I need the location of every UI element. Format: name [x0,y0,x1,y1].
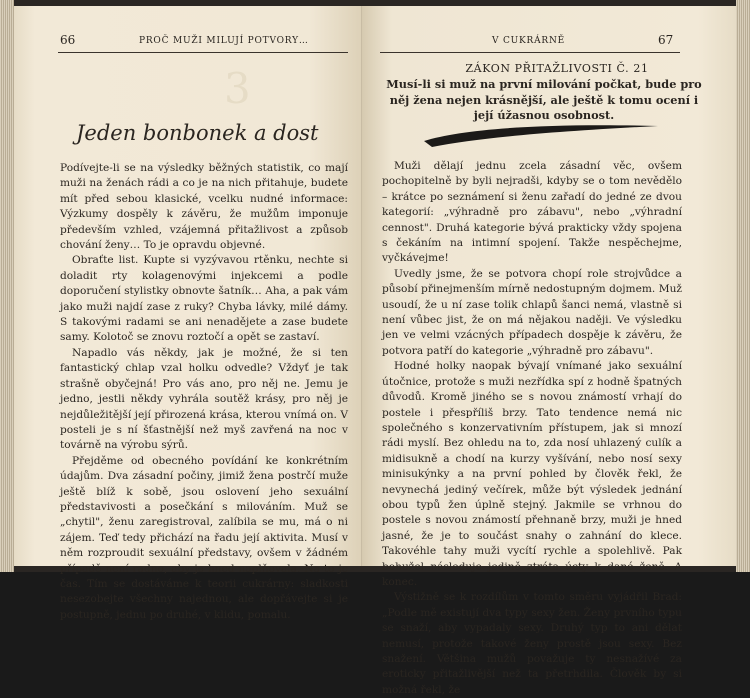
right-header-rule [380,52,680,53]
right-paragraph: Hodné holky naopak bývají vnímané jako sexuální útočnice, protože s muži nezřídka spí z hodně špatných důvodů. Kromě jiného se s novou známostí vrhají do postele i přespříliš brzy. Tato tendence nemá nic společného s konzervativním přístupem, jak si mnozí rádi myslí. Bez ohledu na to, zda nosí uhlazený culík a midisukně a chodí na kurzy vyšívání, nebo nosí sexy minisukýnky a na první pohled by člověk řekl, že nevynechá jediný večírek, může být výsledek jednání obou typů žen úplně stejný. Jakmile se vrhnou do postele s novou známostí přehnaně brzy, muži je hned jasné, že je to součást snahy o zahnání do klece. Takovéhle tahy muži vycítí rychle a spolehlivě. Pak bohužel následuje jedině ztráta úcty k dané ženě. A konec. [382,360,682,588]
left-body-text [60,161,348,623]
left-header-rule [58,52,348,53]
left-page-number: 66 [60,33,76,47]
right-paragraph: Muži dělají jednu zcela zásadní věc, ovšem pochopitelně by byli nejradši, kdyby se o tom nevědělo – krátce po seznámení si ženu zařadí do jedné ze dvou kategorií: „výhradně pro zábavu", nebo „výhradní cennost". Druhá kategorie bývá prakticky vždy spojena s čekáním na intimní spojení. Takže nespěchejme, vyčkávejme! [382,160,682,265]
chapter-title: Jeden bonbonek a dost [76,121,319,145]
right-page-number: 67 [658,33,674,47]
page-edges-right [736,0,750,572]
left-page [14,6,362,621]
bleed-through-mark: 3 [224,64,251,113]
left-paragraph: Podívejte-li se na výsledky běžných statistik, co mají muži na ženách rádi a co je na nich přitahuje, budete mít před sebou klasické, vcelku nudné informace: Výzkumy dospěly k závěru, že mužům imponuje především vzhled, vzájemná přitažlivost a způsob chování ženy… To je opravdu objevné. [60,162,348,252]
left-paragraph: Napadlo vás někdy, jak je možné, že si ten fantastický chlap vzal holku odvedle? Vždyť je tak strašně obyčejná! Pro vás ano, pro něj ne. Jemu je jedno, jestli někdy vyhrála soutěž krásy, pro něj je nejdůležitější její přirozená krása, kterou vnímá on. V posteli je s ní šťastnější než myš zavřená na noc v továrně na výrobu sýrů. [60,346,348,452]
left-paragraph: Přejděme od obecného povídání ke konkrétním údajům. Dva zásadní počiny, jimiž žena postrčí muže ještě blíž k sobě, jsou oslovení jeho sexuální představivosti a posečkání s milováním. Muž se „chytil", ženu zaregistroval, zalíbila se mu, má o ni zájem. Teď tedy přichází na řadu její aktivita. Musí v něm rozproudit sexuální představy, ovšem v žádném případě není radno, aby je hned naplňovala. Na to je čas. Tím se dostáváme k teorii cukrárny: sladkosti nesezobejte všechny najednou, ale dopřávejte si je postupně, jednu po druhé, v klidu, pomalu. [60,454,348,621]
right-page [362,6,736,696]
right-paragraph: Výstižně se k rozdílům v tomto směru vyjádřil Brad: „Podle mě existují dva typy sexy žen. Ženy prvního typu se snaží, aby vypadaly sexy. Druhý typ to ani dělat nemusí, protože takové ženy prostě jsou sexy. Bez snažení. Většina mužů považuje ty nesnažívé za eroticky přitažlivější než ta přetrhdila. Člověk by si možná řekl, že [382,591,682,696]
right-body-text [382,159,682,698]
left-running-header: PROČ MUŽI MILUJÍ POTVORY… [139,36,309,46]
law-statement: Musí-li si muž na první milování počkat, bude pro něj žena nejen krásnější, ale ještě k tomu ocení i její úžasnou osobnost. [386,77,702,122]
brush-stroke-decoration [422,121,662,151]
right-running-header: V CUKRÁRNĚ [492,36,566,46]
law-title: ZÁKON PŘITAŽLIVOSTI Č. 21 [465,62,649,75]
right-paragraph: Uvedly jsme, že se potvora chopí role strojvůdce a působí přinejmenším mírně nedostupným dojmem. Muž usoudí, že u ní zase tolik chlapů šanci nemá, vlastně si není vůbec jist, že on má nějakou naději. Ve výsledku jen ve velmi vzácných případech dospěje k závěru, že potvora patří do kategorie „výhradně pro zábavu". [382,267,682,357]
left-paragraph: Obraťte list. Kupte si vyzývavou rtěnku, nechte si doladit rty kolagenovými injekcemi a podle doporučení stylistky obnovte šatník… Aha, a pak vám jako muži najdí zase z ruky? Chyba lávky, milé dámy. S takovými radami se ani nenadějete a zase budete samy. Kolotoč se znovu roztočí a opět se zastaví. [60,254,348,344]
page-edges-left [0,0,14,572]
